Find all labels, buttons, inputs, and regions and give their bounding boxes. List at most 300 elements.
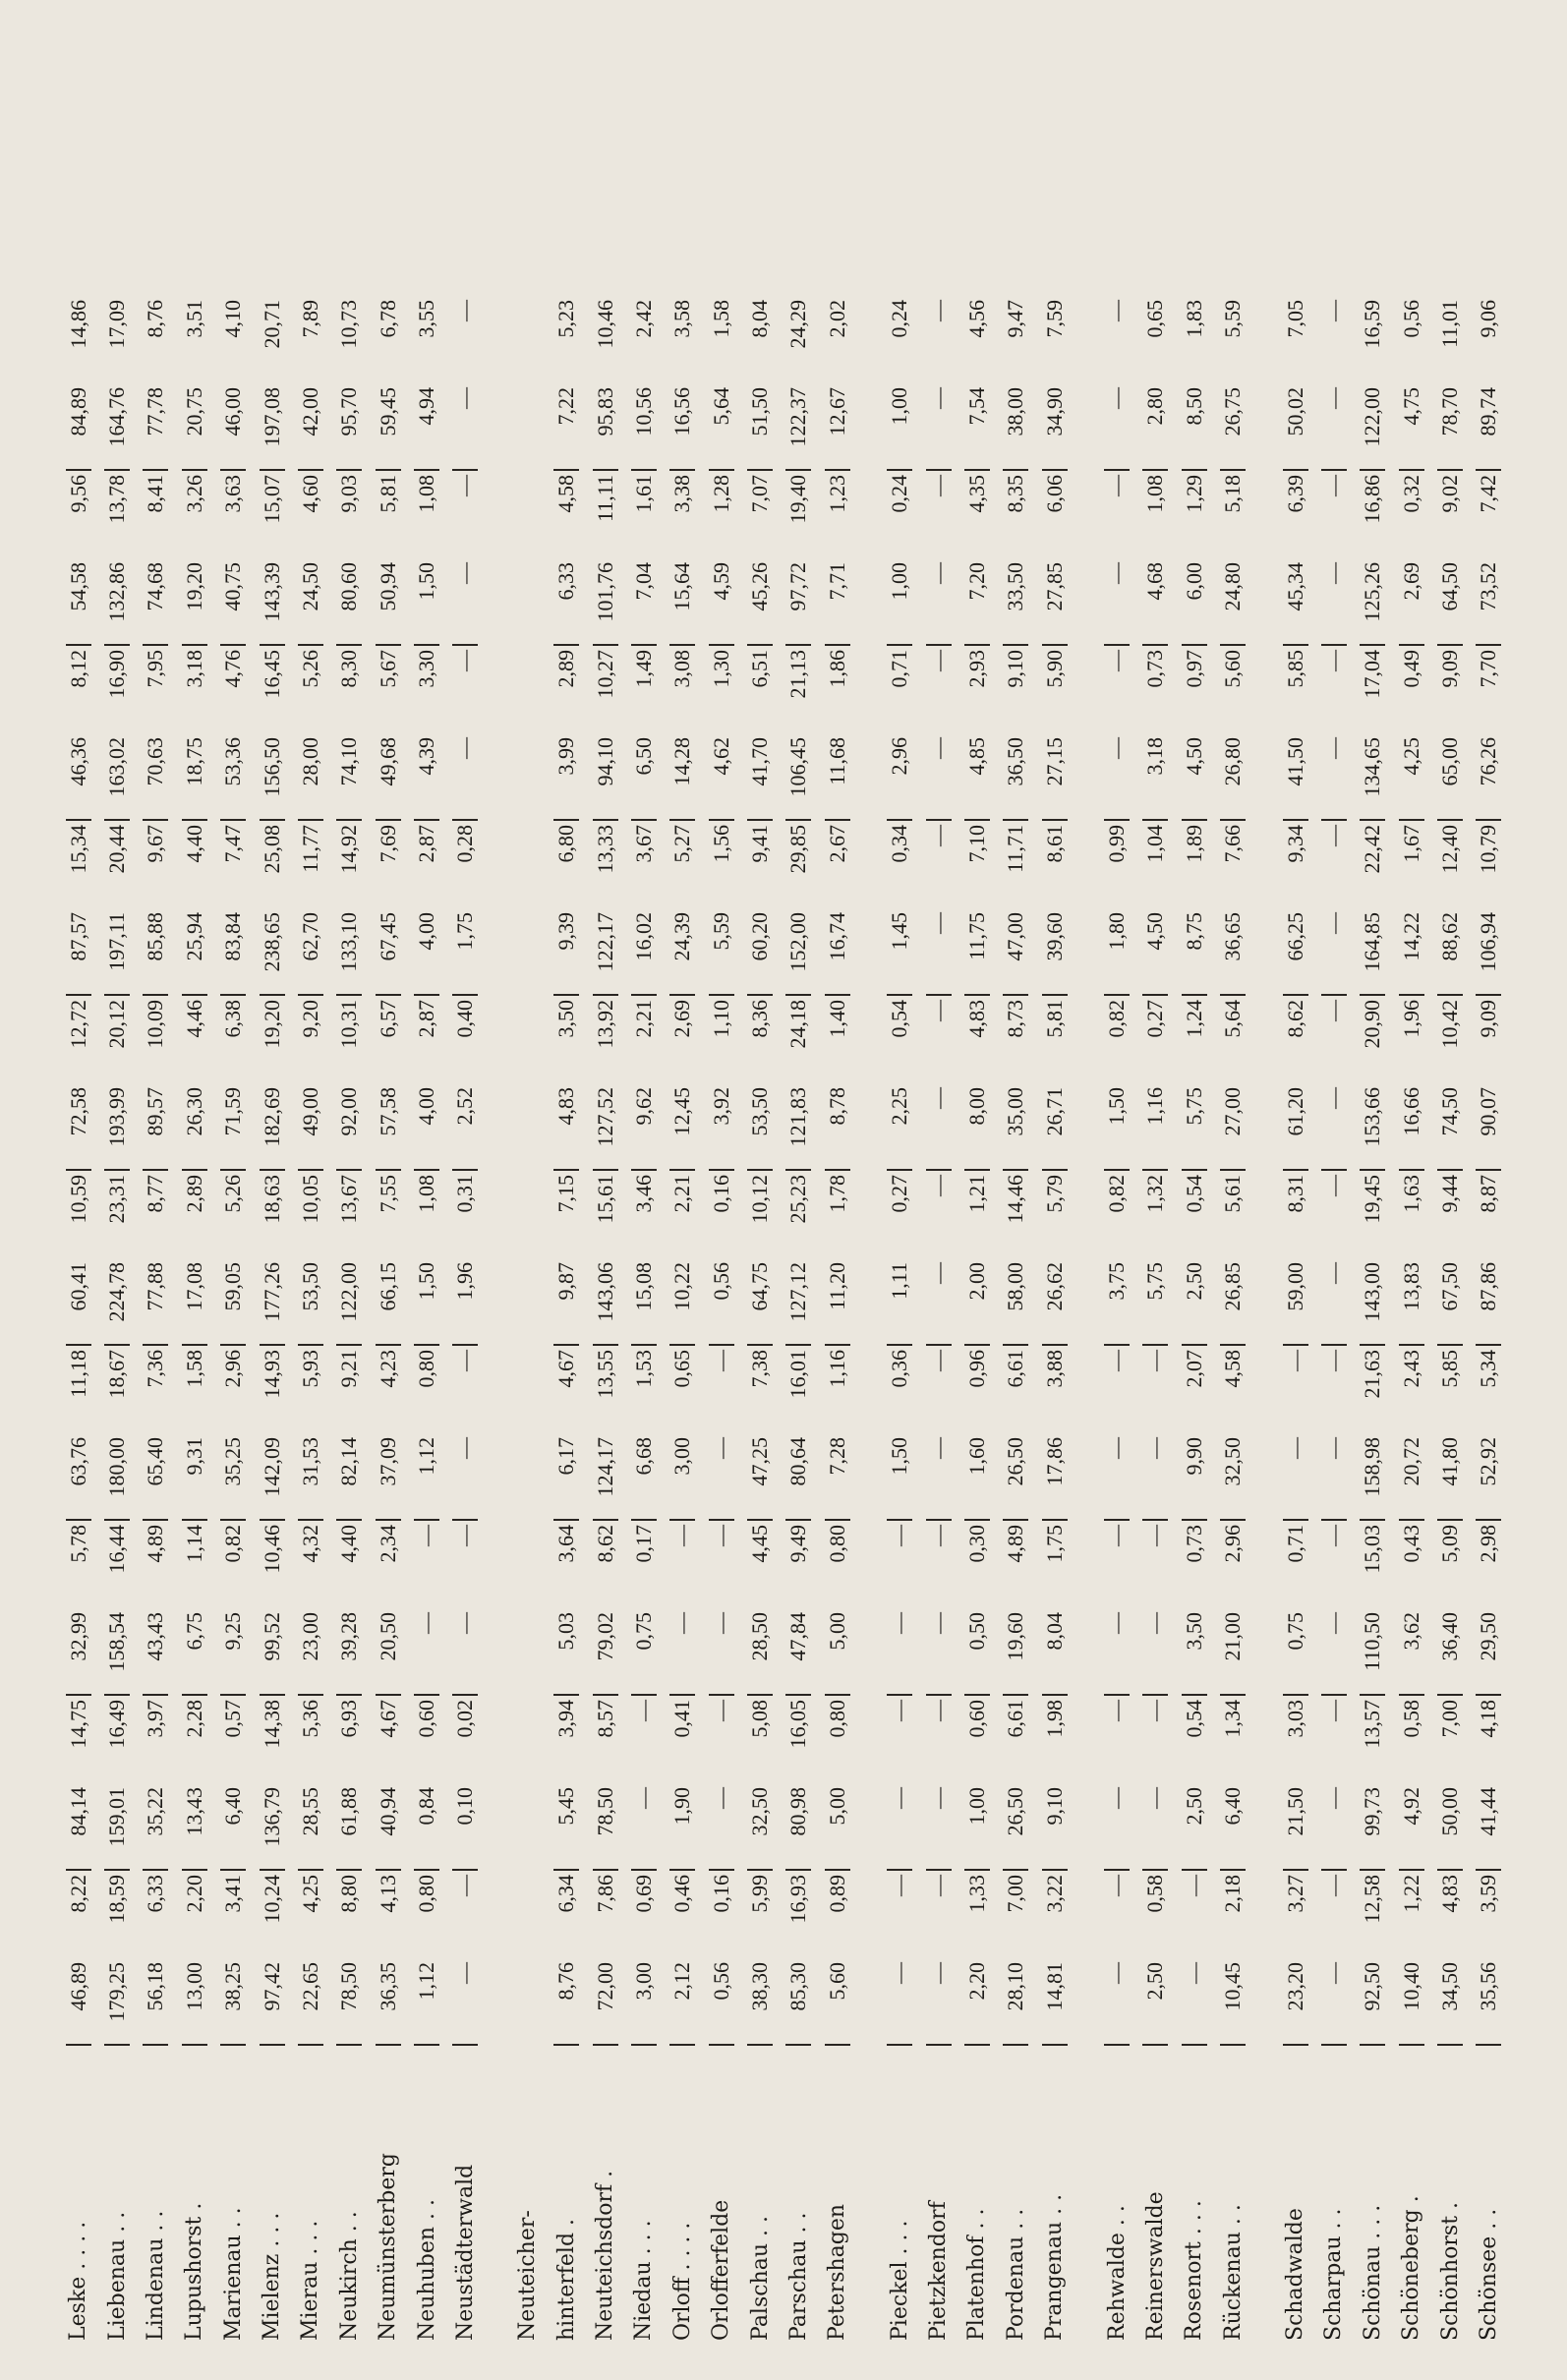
- table-cell: 71,59: [220, 1083, 246, 1171]
- table-cell: 18,75: [182, 733, 207, 821]
- table-cell: 4,67: [553, 1350, 579, 1388]
- table-cell: 1,08: [414, 1175, 439, 1213]
- table-cell: 9,21: [336, 1350, 362, 1388]
- table-cell: —: [708, 1700, 733, 1721]
- table-cell: 7,86: [592, 1875, 617, 1913]
- table-cell: 2,21: [630, 1000, 656, 1038]
- table-cell: 95,83: [593, 383, 618, 471]
- table-cell: 0,24: [887, 300, 912, 338]
- table-cell: 11,01: [1437, 300, 1463, 348]
- table-row: [1470, 39, 1508, 2341]
- table-cell: 50,94: [376, 558, 401, 646]
- table-cell: 5,26: [220, 1175, 246, 1213]
- table-cell: —: [926, 1258, 952, 1346]
- table-cell: —: [1104, 650, 1130, 671]
- table-cell: 89,57: [143, 1083, 168, 1171]
- table-cell: —: [1104, 733, 1130, 821]
- table-cell: 3,18: [1142, 733, 1168, 821]
- table-cell: 0,69: [630, 1875, 656, 1913]
- table-cell: —: [926, 1608, 952, 1696]
- table-row: [97, 39, 136, 2341]
- table-cell: 1,80: [1104, 908, 1130, 996]
- table-cell: 16,49: [104, 1700, 130, 1749]
- table-cell: 88,62: [1437, 908, 1463, 996]
- table-cell: 8,57: [592, 1700, 617, 1738]
- table-cell: 2,42: [630, 300, 656, 338]
- table-cell: 6,06: [1041, 475, 1067, 513]
- table-cell: 0,80: [824, 1700, 849, 1738]
- table-cell: —: [926, 908, 952, 996]
- table-row: [624, 39, 663, 2341]
- table-cell: 9,02: [1437, 475, 1463, 513]
- table-cell: 6,39: [1282, 475, 1307, 513]
- table-cell: 19,45: [1360, 1175, 1385, 1224]
- table-cell: 2,50: [1182, 1258, 1207, 1346]
- row-place-name: Neuhuben . .: [414, 2198, 439, 2341]
- table-cell: 1,21: [963, 1175, 989, 1213]
- table-cell: 10,46: [259, 1525, 284, 1574]
- table-cell: 0,56: [1398, 300, 1423, 338]
- table-cell: 17,04: [1360, 650, 1385, 699]
- row-place-name: Schöneberg .: [1399, 2195, 1424, 2341]
- table-cell: 1,08: [1142, 475, 1168, 513]
- row-place-name: hinterfeld .: [553, 2218, 579, 2341]
- row-place-name: Neuteicher-: [515, 2210, 541, 2341]
- table-cell: 3,64: [553, 1525, 579, 1563]
- table-cell: —: [1104, 1700, 1130, 1721]
- table-cell: 0,56: [709, 1958, 734, 2046]
- table-cell: 13,83: [1399, 1258, 1424, 1346]
- table-cell: 4,40: [181, 825, 206, 863]
- table-cell: 1,96: [1398, 1000, 1423, 1038]
- table-cell: 38,30: [747, 1958, 773, 2046]
- table-cell: 7,70: [1476, 650, 1501, 688]
- table-cell: 134,65: [1360, 733, 1385, 821]
- table-cell: 9,87: [553, 1258, 579, 1346]
- table-cell: 3,00: [631, 1958, 657, 2046]
- row-place-name: Neukirch . .: [336, 2211, 362, 2341]
- table-cell: 31,53: [298, 1433, 323, 1521]
- table-cell: 3,99: [553, 733, 579, 821]
- table-cell: —: [887, 1875, 912, 1896]
- table-cell: 17,09: [104, 300, 130, 349]
- table-cell: 52,92: [1476, 1433, 1501, 1521]
- table-cell: 5,09: [1437, 1525, 1463, 1563]
- table-cell: 1,16: [1142, 1083, 1168, 1171]
- table-cell: 0,34: [887, 825, 912, 863]
- table-cell: 0,16: [708, 1875, 733, 1913]
- table-cell: 12,67: [825, 383, 850, 471]
- table-cell: —: [1320, 825, 1346, 846]
- table-cell: 4,00: [414, 908, 439, 996]
- table-cell: 6,68: [631, 1433, 657, 1521]
- table-cell: 92,00: [336, 1083, 362, 1171]
- table-cell: 9,20: [297, 1000, 322, 1038]
- table-cell: 0,10: [452, 1783, 478, 1871]
- table-cell: —: [1104, 1350, 1130, 1371]
- table-cell: 7,28: [825, 1433, 850, 1521]
- table-cell: 0,02: [452, 1700, 478, 1738]
- table-cell: 2,34: [375, 1525, 400, 1563]
- table-cell: —: [926, 383, 952, 471]
- table-cell: 2,12: [669, 1958, 695, 2046]
- table-cell: 97,42: [260, 1958, 285, 2046]
- table-cell: 1,30: [708, 650, 733, 688]
- table-cell: 14,81: [1042, 1958, 1068, 2046]
- table-cell: 0,31: [452, 1175, 478, 1213]
- table-cell: 10,73: [336, 300, 362, 349]
- table-cell: 3,22: [1041, 1875, 1067, 1913]
- table-row: [919, 39, 958, 2341]
- table-cell: —: [887, 1608, 912, 1696]
- table-cell: 2,96: [887, 733, 912, 821]
- table-cell: 0,32: [1398, 475, 1423, 513]
- table-cell: 4,23: [375, 1350, 400, 1388]
- table-cell: —: [1321, 908, 1347, 996]
- table-cell: 11,68: [825, 733, 850, 821]
- table-cell: 1,10: [708, 1000, 733, 1038]
- table-cell: 12,40: [1437, 825, 1463, 874]
- table-cell: 1,12: [414, 1433, 439, 1521]
- row-place-name: Schönhorst .: [1437, 2201, 1463, 2341]
- table-cell: 127,12: [785, 1258, 811, 1346]
- table-cell: 6,50: [631, 733, 657, 821]
- table-cell: 0,58: [1142, 1875, 1168, 1913]
- table-row: [175, 39, 213, 2341]
- table-cell: 11,18: [65, 1350, 90, 1398]
- table-cell: 46,00: [220, 383, 246, 471]
- table-cell: 7,04: [631, 558, 657, 646]
- table-cell: —: [709, 1608, 734, 1696]
- table-cell: 20,75: [182, 383, 207, 471]
- table-row: [1354, 39, 1392, 2341]
- table-cell: 127,52: [593, 1083, 618, 1171]
- table-cell: 40,75: [220, 558, 246, 646]
- table-cell: 143,39: [260, 558, 285, 646]
- table-cell: 74,10: [336, 733, 362, 821]
- table-row: [1392, 39, 1430, 2341]
- table-cell: 13,33: [592, 825, 617, 874]
- table-cell: 8,50: [1182, 383, 1207, 471]
- table-cell: 0,80: [824, 1525, 849, 1563]
- table-cell: 3,58: [669, 300, 695, 338]
- table-cell: 5,64: [1220, 1000, 1246, 1038]
- table-cell: 20,12: [104, 1000, 130, 1049]
- table-cell: 39,60: [1042, 908, 1068, 996]
- table-cell: 14,75: [65, 1700, 90, 1749]
- table-cell: 92,50: [1360, 1958, 1385, 2046]
- table-row: [1035, 39, 1074, 2341]
- row-place-name: Mielenz . . .: [260, 2212, 285, 2341]
- table-cell: —: [708, 1350, 733, 1371]
- table-cell: 4,68: [1142, 558, 1168, 646]
- table-cell: —: [1321, 733, 1347, 821]
- table-cell: 8,36: [747, 1000, 773, 1038]
- table-cell: 0,27: [1142, 1000, 1168, 1038]
- table-cell: —: [1104, 1433, 1130, 1521]
- table-cell: 10,79: [1476, 825, 1501, 874]
- table-cell: 59,00: [1283, 1258, 1308, 1346]
- table-cell: 5,75: [1182, 1083, 1207, 1171]
- table-cell: 5,64: [709, 383, 734, 471]
- table-cell: 4,25: [1399, 733, 1424, 821]
- table-cell: 28,10: [1003, 1958, 1028, 2046]
- table-cell: —: [887, 1958, 912, 2046]
- table-cell: 40,94: [376, 1783, 401, 1871]
- table-cell: 2,69: [669, 1000, 695, 1038]
- table-cell: 1,00: [964, 1783, 990, 1871]
- row-place-name: Schönsee . .: [1476, 2208, 1501, 2341]
- table-row: [1136, 39, 1175, 2341]
- table-cell: 16,90: [104, 650, 130, 699]
- table-cell: —: [452, 558, 478, 646]
- table-cell: 3,27: [1282, 1875, 1307, 1913]
- table-cell: 0,82: [220, 1525, 246, 1563]
- table-cell: 16,56: [669, 383, 695, 471]
- table-cell: —: [887, 1700, 912, 1721]
- table-cell: 4,83: [553, 1083, 579, 1171]
- table-cell: 4,89: [143, 1525, 168, 1563]
- table-cell: 7,42: [1476, 475, 1501, 513]
- table-cell: 3,00: [669, 1433, 695, 1521]
- table-cell: 1,14: [181, 1525, 206, 1563]
- table-cell: 11,11: [592, 475, 617, 522]
- table-cell: 152,00: [785, 908, 811, 996]
- table-cell: 1,50: [887, 1433, 912, 1521]
- table-cell: 1,16: [824, 1350, 849, 1388]
- table-cell: 164,85: [1360, 908, 1385, 996]
- table-cell: 0,30: [963, 1525, 989, 1563]
- table-cell: 3,62: [1399, 1608, 1424, 1696]
- table-cell: 7,38: [747, 1350, 773, 1388]
- row-place-name: Neumünsterberg: [376, 2152, 401, 2341]
- table-cell: 64,75: [747, 1258, 773, 1346]
- table-cell: 1,58: [181, 1350, 206, 1388]
- table-cell: 121,83: [785, 1083, 811, 1171]
- table-cell: 21,13: [785, 650, 811, 699]
- table-cell: 2,69: [1399, 558, 1424, 646]
- table-cell: 5,85: [1282, 650, 1307, 688]
- table-cell: 1,83: [1181, 300, 1206, 338]
- table-cell: 5,59: [1220, 300, 1246, 338]
- table-cell: 50,00: [1437, 1783, 1463, 1871]
- row-place-name: Rosenort . . .: [1182, 2200, 1207, 2341]
- table-cell: 7,15: [553, 1175, 579, 1213]
- table-cell: 18,59: [104, 1875, 130, 1924]
- table-cell: 54,58: [66, 558, 91, 646]
- table-cell: 53,50: [747, 1083, 773, 1171]
- table-cell: 3,92: [709, 1083, 734, 1171]
- table-cell: —: [1104, 558, 1130, 646]
- table-cell: 8,78: [825, 1083, 850, 1171]
- table-cell: 8,87: [1476, 1175, 1501, 1213]
- table-cell: 85,88: [143, 908, 168, 996]
- table-cell: 20,71: [259, 300, 284, 349]
- table-cell: 0,97: [1181, 650, 1206, 688]
- table-cell: 27,85: [1042, 558, 1068, 646]
- table-cell: 36,35: [376, 1958, 401, 2046]
- table-cell: 7,10: [963, 825, 989, 863]
- table-cell: 0,71: [887, 650, 912, 688]
- table-cell: 5,85: [1437, 1350, 1463, 1388]
- table-cell: 24,39: [669, 908, 695, 996]
- table-cell: 74,50: [1437, 1083, 1463, 1171]
- table-cell: 15,07: [259, 475, 284, 524]
- table-cell: 136,79: [260, 1783, 285, 1871]
- table-cell: 77,78: [143, 383, 168, 471]
- table-cell: —: [1320, 1525, 1346, 1546]
- table-cell: 6,93: [336, 1700, 362, 1738]
- table-cell: 8,30: [336, 650, 362, 688]
- table-cell: 6,61: [1003, 1700, 1028, 1738]
- table-cell: 11,75: [964, 908, 990, 996]
- table-cell: 2,25: [887, 1083, 912, 1171]
- table-cell: 70,63: [143, 733, 168, 821]
- table-cell: —: [926, 1083, 952, 1171]
- table-cell: 66,15: [376, 1258, 401, 1346]
- table-cell: 5,26: [297, 650, 322, 688]
- table-cell: —: [1104, 383, 1130, 471]
- table-cell: 64,50: [1437, 558, 1463, 646]
- table-cell: 2,80: [1142, 383, 1168, 471]
- table-cell: 12,45: [669, 1083, 695, 1171]
- table-cell: 1,24: [1181, 1000, 1206, 1038]
- table-cell: 5,03: [553, 1608, 579, 1696]
- table-cell: 3,94: [553, 1700, 579, 1738]
- table-cell: 2,50: [1182, 1783, 1207, 1871]
- table-cell: 10,05: [297, 1175, 322, 1224]
- table-cell: 1,60: [964, 1433, 990, 1521]
- row-place-name: Parschau . .: [785, 2212, 811, 2341]
- table-cell: 26,50: [1003, 1433, 1028, 1521]
- table-row: [1276, 39, 1314, 2341]
- table-cell: 3,41: [220, 1875, 246, 1913]
- table-cell: 7,05: [1282, 300, 1307, 338]
- table-cell: 8,61: [1041, 825, 1067, 863]
- table-cell: 97,72: [785, 558, 811, 646]
- table-cell: 19,20: [182, 558, 207, 646]
- table-cell: 106,45: [785, 733, 811, 821]
- table-cell: 94,10: [593, 733, 618, 821]
- table-cell: —: [709, 1783, 734, 1871]
- table-cell: —: [452, 1433, 478, 1521]
- table-cell: 3,38: [669, 475, 695, 513]
- table-row: [997, 39, 1035, 2341]
- row-place-name: Orlofferfelde: [709, 2199, 734, 2341]
- table-cell: 38,00: [1003, 383, 1028, 471]
- table-cell: 1,56: [708, 825, 733, 863]
- table-cell: 3,97: [143, 1700, 168, 1738]
- table-cell: 238,65: [260, 908, 285, 996]
- table-cell: 0,82: [1104, 1000, 1130, 1038]
- table-cell: 26,62: [1042, 1258, 1068, 1346]
- table-cell: 80,98: [785, 1783, 811, 1871]
- table-cell: 6,57: [375, 1000, 400, 1038]
- table-cell: 47,25: [747, 1433, 773, 1521]
- table-cell: —: [1104, 1958, 1130, 2046]
- table-cell: 5,45: [553, 1783, 579, 1871]
- table-cell: 0,54: [887, 1000, 912, 1038]
- table-cell: —: [1104, 300, 1130, 321]
- table-cell: 10,45: [1220, 1958, 1246, 2046]
- table-cell: 1,12: [414, 1958, 439, 2046]
- table-cell: 3,55: [414, 300, 439, 338]
- row-place-name: Mierau . . .: [298, 2220, 323, 2341]
- table-cell: 14,28: [669, 733, 695, 821]
- table-cell: 142,09: [260, 1433, 285, 1521]
- table-cell: 9,67: [143, 825, 168, 863]
- table-cell: 4,58: [1220, 1350, 1246, 1388]
- table-cell: —: [1182, 1958, 1207, 2046]
- table-cell: 1,75: [1041, 1525, 1067, 1563]
- table-cell: 2,87: [414, 825, 439, 863]
- table-cell: 0,57: [220, 1700, 246, 1738]
- table-cell: 5,23: [553, 300, 579, 338]
- table-cell: 4,39: [414, 733, 439, 821]
- table-cell: 8,75: [1182, 908, 1207, 996]
- table-cell: 22,42: [1360, 825, 1385, 874]
- table-cell: 101,76: [593, 558, 618, 646]
- table-cell: 0,56: [709, 1258, 734, 1346]
- table-cell: 8,80: [336, 1875, 362, 1913]
- table-cell: 122,37: [785, 383, 811, 471]
- table-cell: 197,11: [104, 908, 130, 996]
- table-cell: 74,68: [143, 558, 168, 646]
- table-row: [330, 39, 369, 2341]
- table-cell: 6,40: [1220, 1783, 1246, 1871]
- table-cell: —: [925, 1875, 951, 1896]
- table-cell: —: [1104, 1608, 1130, 1696]
- table-cell: 2,89: [553, 650, 579, 688]
- table-cell: —: [452, 1525, 478, 1546]
- table-cell: —: [1142, 1783, 1168, 1871]
- table-cell: 84,89: [66, 383, 91, 471]
- table-cell: 0,36: [887, 1350, 912, 1388]
- table-cell: —: [1320, 1700, 1346, 1721]
- table-cell: —: [1104, 1525, 1130, 1546]
- table-cell: 34,90: [1042, 383, 1068, 471]
- table-cell: 32,99: [66, 1608, 91, 1696]
- table-cell: 9,25: [220, 1608, 246, 1696]
- table-cell: 0,54: [1181, 1175, 1206, 1213]
- table-cell: 36,65: [1220, 908, 1246, 996]
- table-row: [253, 39, 291, 2341]
- table-cell: 49,00: [298, 1083, 323, 1171]
- table-cell: 38,25: [220, 1958, 246, 2046]
- table-cell: 1,50: [414, 1258, 439, 1346]
- table-cell: 4,56: [963, 300, 989, 338]
- table-cell: 20,90: [1360, 1000, 1385, 1049]
- table-cell: 163,02: [104, 733, 130, 821]
- table-cell: 1,67: [1398, 825, 1423, 863]
- row-place-name: Prangenau . .: [1042, 2193, 1068, 2341]
- table-cell: 9,56: [65, 475, 90, 513]
- table-cell: 4,59: [709, 558, 734, 646]
- table-cell: 8,62: [1282, 1000, 1307, 1038]
- table-cell: —: [1321, 1433, 1347, 1521]
- table-cell: —: [925, 475, 951, 496]
- table-cell: —: [452, 383, 478, 471]
- table-cell: 156,50: [260, 733, 285, 821]
- table-cell: 10,31: [336, 1000, 362, 1049]
- table-cell: 9,49: [785, 1525, 811, 1563]
- table-cell: 3,63: [220, 475, 246, 513]
- table-cell: 2,67: [824, 825, 849, 863]
- table-cell: —: [1142, 1525, 1168, 1546]
- table-cell: 13,57: [1360, 1700, 1385, 1749]
- table-cell: 25,94: [182, 908, 207, 996]
- table-row: [586, 39, 624, 2341]
